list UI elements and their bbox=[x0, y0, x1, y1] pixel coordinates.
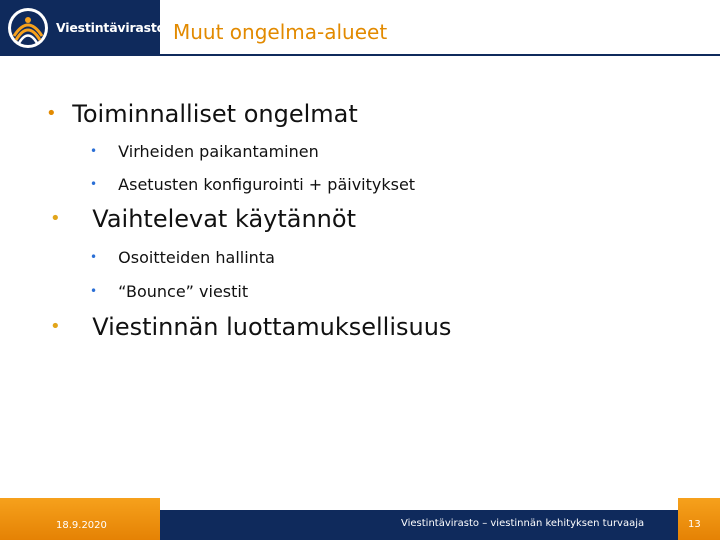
bullet-text: Vaihtelevat käytännöt bbox=[92, 205, 356, 233]
bullet-icon: • bbox=[50, 316, 61, 337]
page-title: Muut ongelma-alueet bbox=[173, 20, 388, 44]
sub-bullet-text: “Bounce” viestit bbox=[118, 282, 249, 301]
header-divider bbox=[160, 54, 720, 56]
bullet-item bbox=[50, 205, 356, 233]
logo-box bbox=[0, 0, 166, 56]
bullet-item bbox=[46, 100, 358, 128]
sub-bullet-text: Asetusten konfigurointi + päivitykset bbox=[118, 175, 416, 194]
sub-bullet-item bbox=[90, 175, 415, 194]
sub-bullet-icon: • bbox=[90, 250, 98, 264]
bullet-item bbox=[50, 313, 451, 341]
sub-bullet-item bbox=[90, 142, 319, 161]
footer-caption: Viestintävirasto – viestinnän kehityksen turvaaja bbox=[401, 518, 645, 529]
footer-left-block bbox=[0, 498, 160, 540]
bullet-text: Viestinnän luottamuksellisuus bbox=[92, 313, 452, 341]
bullet-icon: • bbox=[50, 208, 61, 229]
sub-bullet-text: Virheiden paikantaminen bbox=[118, 142, 319, 161]
sub-bullet-item bbox=[90, 248, 275, 267]
bullet-icon: • bbox=[46, 103, 57, 124]
sub-bullet-icon: • bbox=[90, 284, 98, 298]
sub-bullet-icon: • bbox=[90, 144, 98, 158]
bullet-text: Toiminnalliset ongelmat bbox=[72, 100, 358, 128]
viestintavirasto-emblem-icon bbox=[6, 6, 50, 50]
sub-bullet-icon: • bbox=[90, 177, 98, 191]
logo-wordmark: Viestintävirasto bbox=[56, 20, 166, 35]
page-number: 13 bbox=[688, 519, 701, 530]
sub-bullet-item bbox=[90, 282, 248, 301]
sub-bullet-text: Osoitteiden hallinta bbox=[118, 248, 275, 267]
footer-date: 18.9.2020 bbox=[56, 520, 107, 531]
